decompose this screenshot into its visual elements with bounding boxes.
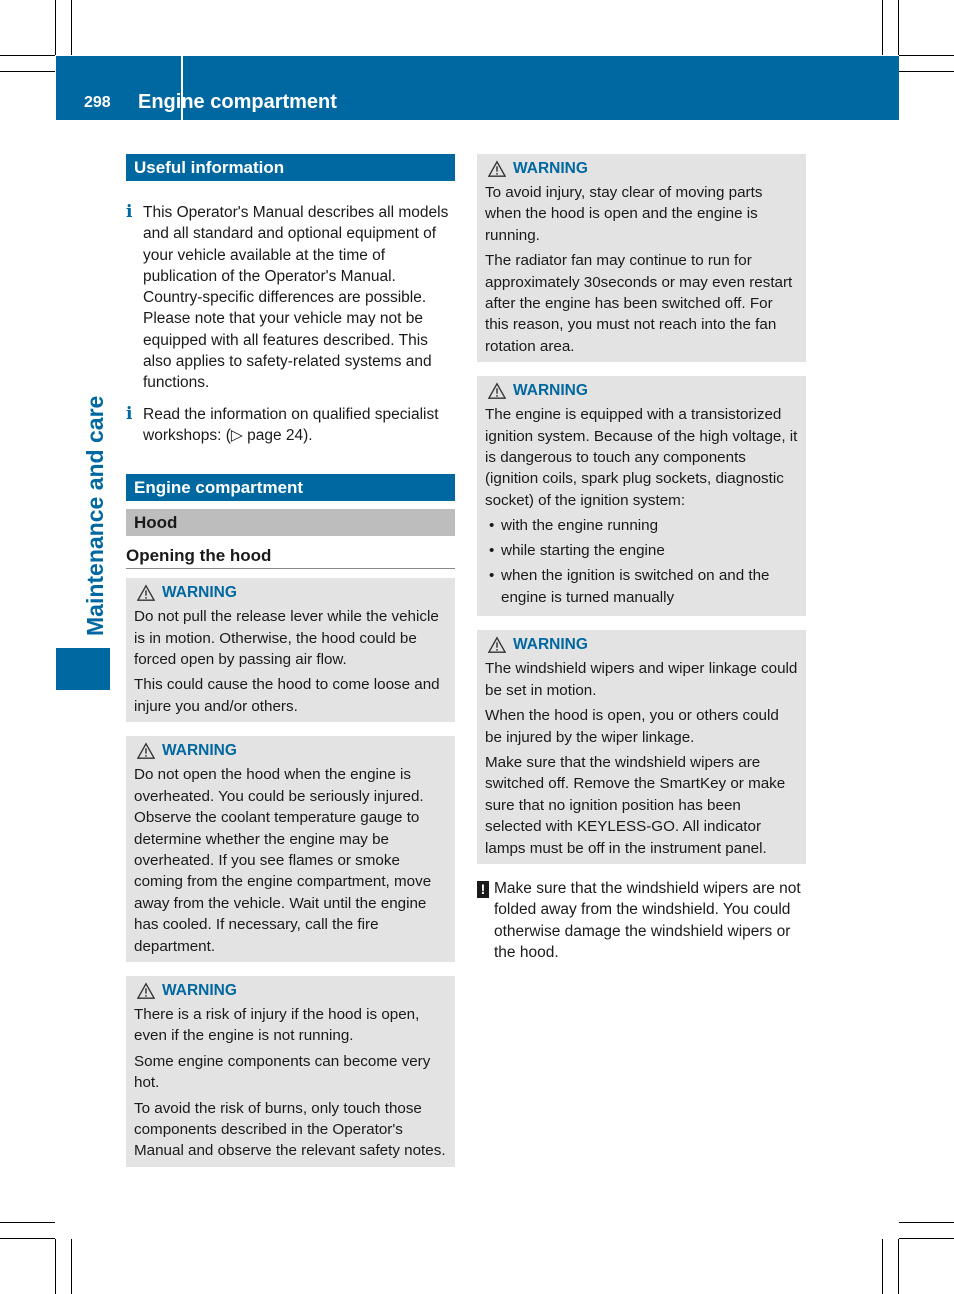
warning-text: The engine is equipped with a transistorized ignition system. Because of the high voltage, it is dangerous to touch any components (ignition coils, spark plug sockets, diagnostic socket) of the ignition system:	[485, 406, 798, 509]
warning-title: WARNING	[162, 981, 237, 999]
warning-header	[485, 635, 798, 655]
list-item: • while starting the engine	[485, 540, 798, 561]
warning-title: WARNING	[162, 584, 237, 602]
info-text: This Operator's Manual describes all models and all standard and optional equipment of your vehicle available at the time of publication of the Operator's Manual. Country-specific differences are possible. Please note that your vehicle may not be equipped with all features described. This also applies to safety-related systems and functions.	[143, 204, 449, 392]
warning-triangle-icon	[137, 584, 155, 602]
section-heading-engine-compartment: Engine compartment	[126, 474, 455, 501]
crop-mark	[0, 1238, 55, 1239]
crop-mark	[0, 55, 55, 56]
crop-mark	[898, 1239, 899, 1294]
warning-text: Make sure that the windshield wipers are switched off. Remove the SmartKey or make sure that no ignition position has been selected with KEYLESS-GO. All indicator lamps must be off in the instrument panel.	[485, 754, 786, 857]
info-icon: i	[126, 403, 133, 424]
warning-title: WARNING	[513, 382, 588, 400]
list-item: • with the engine running	[485, 515, 798, 536]
warning-text: To avoid injury, stay clear of moving parts when the hood is open and the engine is running.	[485, 184, 763, 244]
warning-triangle-icon	[488, 160, 506, 178]
info-icon: i	[126, 202, 133, 222]
warning-title: WARNING	[513, 160, 588, 177]
warning-triangle-icon	[488, 636, 506, 654]
crop-mark	[55, 0, 56, 55]
crop-mark	[55, 1239, 56, 1294]
warning-triangle-icon	[137, 982, 155, 1000]
page-number: 298	[84, 94, 111, 111]
caution-note	[477, 878, 806, 964]
page-header	[56, 56, 899, 120]
warning-text: There is a risk of injury if the hood is open, even if the engine is not running.	[134, 1005, 420, 1045]
warning-text: When the hood is open, you or others could be injured by the wiper linkage.	[485, 707, 779, 746]
warning-text: Some engine components can become very hot.	[134, 1052, 431, 1092]
warning-box	[477, 630, 806, 864]
crop-mark	[899, 1238, 954, 1239]
crop-mark	[899, 71, 954, 72]
warning-box	[477, 376, 806, 616]
warning-header	[485, 381, 798, 401]
warning-title: WARNING	[162, 742, 237, 760]
warning-text: Do not pull the release lever while the vehicle is in motion. Otherwise, the hood could be forced open by passing air flow.	[134, 608, 439, 669]
warning-title: WARNING	[513, 636, 588, 654]
chapter-title: Maintenance and care	[82, 395, 108, 636]
warning-header	[134, 583, 447, 603]
bullet-list	[485, 515, 798, 608]
side-tab-marker	[56, 648, 110, 690]
crop-mark	[0, 1222, 55, 1223]
left-column	[126, 154, 455, 1167]
warning-triangle-icon	[488, 382, 506, 400]
section-heading-useful-information: Useful information	[126, 154, 455, 181]
crop-mark	[882, 0, 883, 55]
crop-mark	[882, 1239, 883, 1294]
crop-mark	[71, 1239, 72, 1294]
subsection-heading-hood: Hood	[126, 509, 455, 536]
warning-text: The windshield wipers and wiper linkage could be set in motion.	[485, 660, 798, 699]
page-title: Engine compartment	[138, 91, 337, 113]
heading-opening-the-hood: Opening the hood	[126, 546, 455, 569]
crop-mark	[898, 0, 899, 55]
crop-mark	[0, 71, 55, 72]
warning-header	[134, 981, 447, 1001]
note-text: Make sure that the windshield wipers are not folded away from the windshield. You could otherwise damage the windshield wipers or the hood.	[494, 880, 801, 962]
warning-triangle-icon	[137, 742, 155, 760]
info-paragraph	[126, 202, 455, 394]
warning-header	[485, 159, 798, 179]
exclamation-icon: !	[477, 881, 489, 898]
list-item: • when the ignition is switched on and the engine is turned manually	[485, 565, 798, 608]
info-paragraph	[126, 404, 455, 447]
crop-mark	[71, 0, 72, 55]
warning-text: Do not open the hood when the engine is overheated. You could be seriously injured. Observe the coolant temperature gauge to determine whether the engine may be overheated. If you see flames or smoke coming from the engine compartment, move away from the vehicle. Wait until the engine has cooled. If necessary, call the fire department.	[134, 766, 432, 955]
right-column	[477, 154, 806, 964]
warning-text: This could cause the hood to come loose and injure you and/or others.	[134, 676, 440, 715]
warning-header	[134, 741, 447, 761]
info-text: Read the information on qualified specialist workshops: (▷ page 24).	[143, 405, 439, 444]
warning-box	[477, 154, 806, 362]
warning-box	[126, 736, 455, 962]
warning-text: To avoid the risk of burns, only touch those components described in the Operator's Manual and observe the relevant safety notes.	[134, 1099, 446, 1160]
crop-mark	[899, 1222, 954, 1223]
warning-box	[126, 578, 455, 722]
crop-mark	[899, 55, 954, 56]
warning-box	[126, 976, 455, 1167]
warning-text: The radiator fan may continue to run for approximately 30seconds or may even restart after the engine has been switched off. For this reason, you must not reach into the fan rotation area.	[485, 252, 793, 355]
